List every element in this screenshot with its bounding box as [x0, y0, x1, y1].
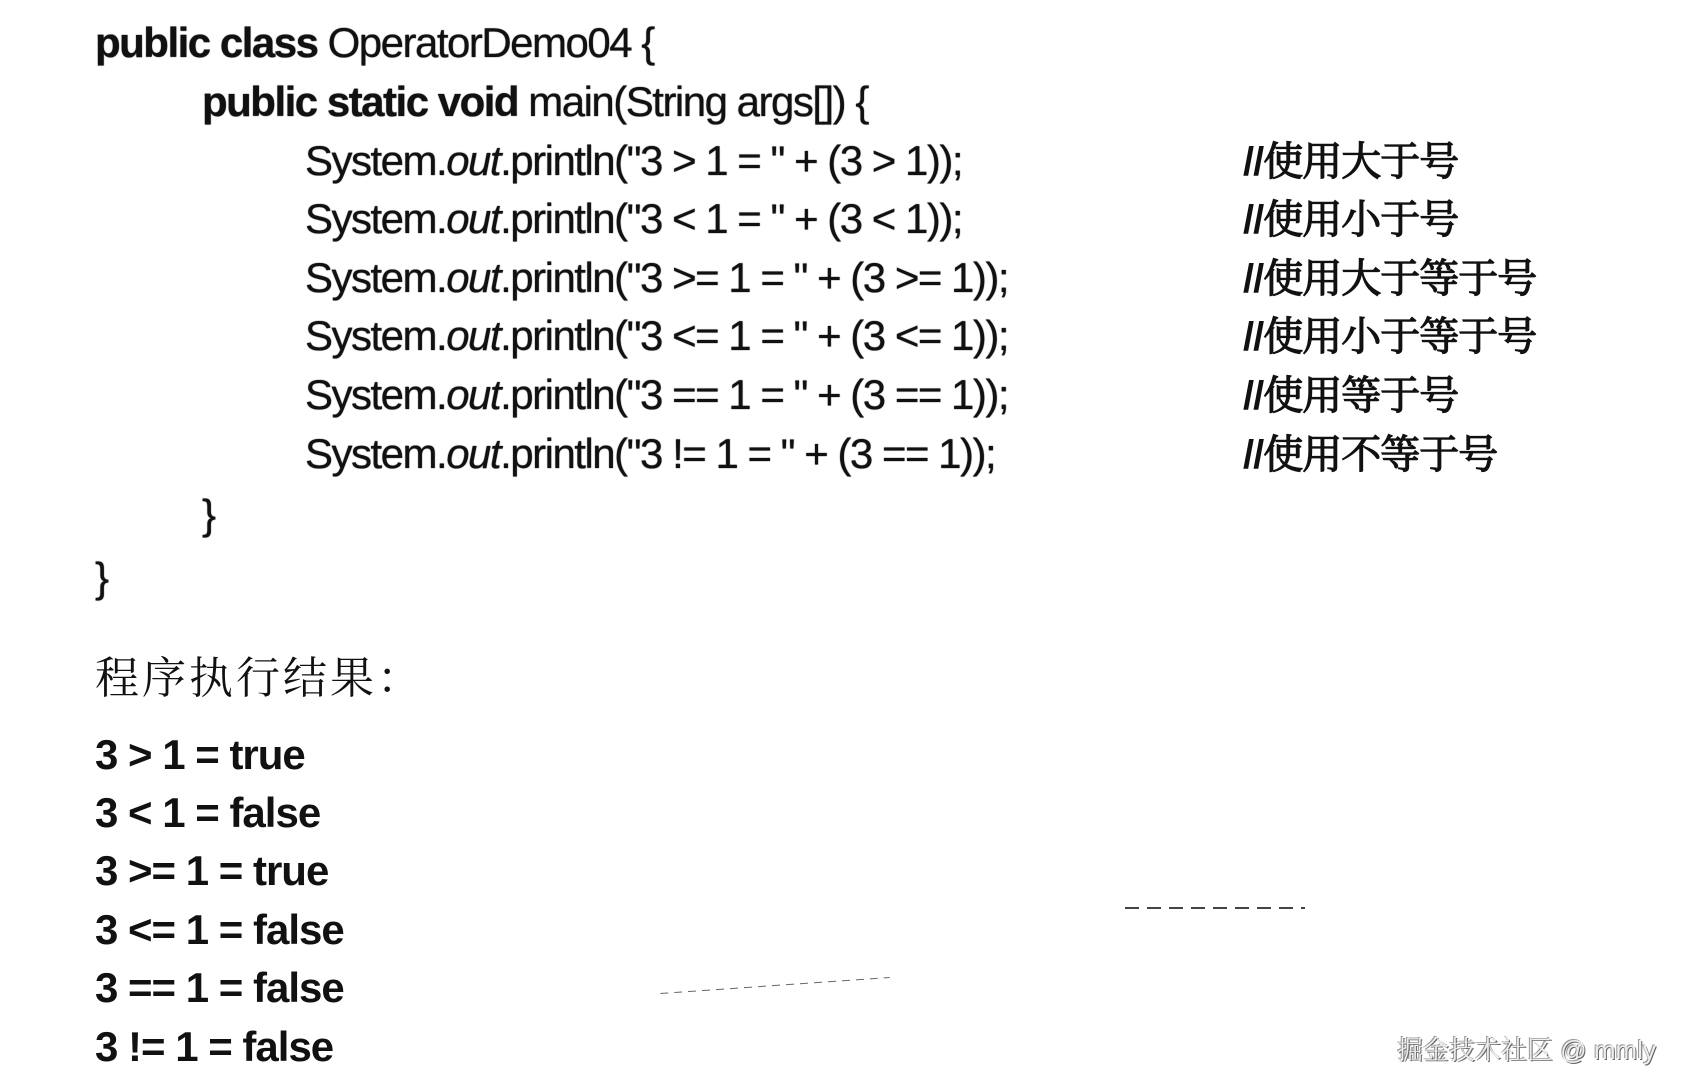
code-comment: //使用大于等于号 [1243, 257, 1537, 301]
code-statement [305, 137, 962, 184]
keyword: public static void [202, 78, 519, 125]
code-comment: //使用小于号 [1243, 198, 1459, 242]
code-statement [305, 371, 1009, 418]
code-field: out [446, 312, 501, 359]
keyword: public class [95, 19, 318, 66]
code-text: System. [305, 430, 447, 477]
scan-artifact [1125, 907, 1305, 909]
class-declaration [95, 19, 654, 66]
code-text: .println("3 >= 1 = " + (3 >= 1)); [500, 254, 1009, 301]
code-statement [305, 430, 996, 477]
code-text: .println("3 > 1 = " + (3 > 1)); [500, 137, 962, 184]
result-line: 3 == 1 = false [95, 964, 344, 1011]
result-heading: 程序执行结果： [95, 653, 424, 704]
code-text: .println("3 <= 1 = " + (3 <= 1)); [500, 312, 1009, 359]
code-text: System. [305, 312, 447, 359]
result-line: 3 > 1 = true [95, 731, 305, 778]
code-comment: //使用等于号 [1243, 374, 1459, 418]
code-text: .println("3 == 1 = " + (3 == 1)); [500, 371, 1009, 418]
code-text: System. [305, 195, 447, 242]
code-comment: //使用小于等于号 [1243, 315, 1537, 359]
scan-artifact [660, 977, 890, 994]
main-declaration [202, 78, 868, 125]
class-name: OperatorDemo04 { [327, 19, 654, 66]
code-statement [305, 254, 1009, 301]
code-field: out [446, 254, 501, 301]
result-line: 3 != 1 = false [95, 1023, 334, 1070]
code-field: out [446, 137, 501, 184]
code-comment: //使用不等于号 [1243, 433, 1498, 477]
result-line: 3 < 1 = false [95, 789, 321, 836]
result-line: 3 <= 1 = false [95, 906, 344, 953]
code-text: System. [305, 137, 447, 184]
closing-brace-inner: } [202, 491, 215, 538]
code-statement [305, 312, 1009, 359]
code-text: .println("3 != 1 = " + (3 == 1)); [500, 430, 996, 477]
code-field: out [446, 430, 501, 477]
code-text: System. [305, 254, 447, 301]
closing-brace-outer: } [95, 554, 108, 601]
code-comment: //使用大于号 [1243, 140, 1459, 184]
watermark: 掘金技术社区 @ mmly [1397, 1035, 1656, 1065]
code-statement [305, 195, 962, 242]
code-text: System. [305, 371, 447, 418]
code-text: .println("3 < 1 = " + (3 < 1)); [500, 195, 962, 242]
code-field: out [446, 371, 501, 418]
result-line: 3 >= 1 = true [95, 847, 329, 894]
code-field: out [446, 195, 501, 242]
method-signature: main(String args[]) { [528, 78, 868, 125]
